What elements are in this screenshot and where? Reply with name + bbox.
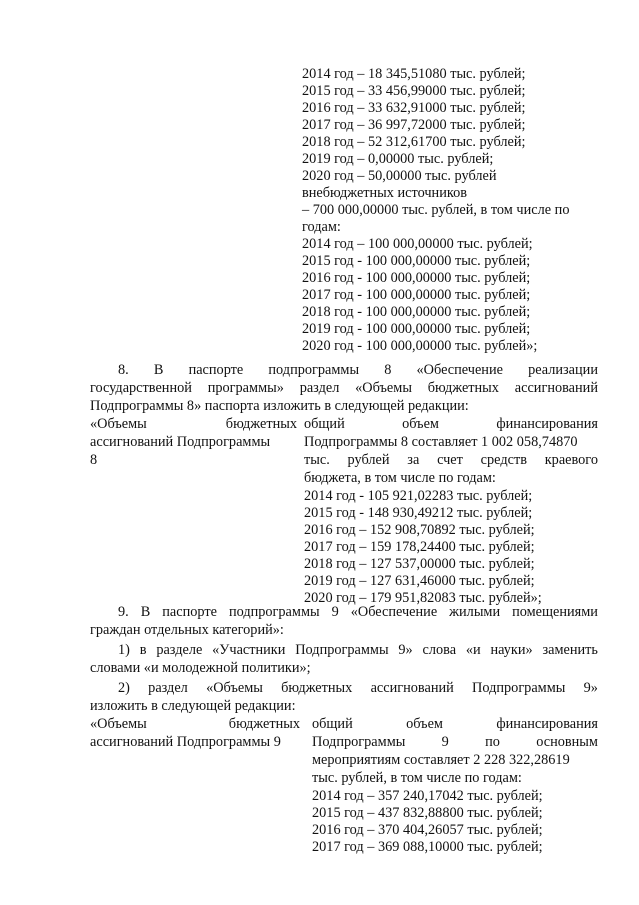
item9-line2: граждан отдельных категорий»: [90, 622, 284, 638]
item9-left-line2: ассигнований Подпрограммы 9 [90, 734, 281, 750]
text-line: 2017 год – 159 178,24400 тыс. рублей; [304, 539, 535, 555]
item8-right-line4: бюджета, в том числе по годам: [304, 470, 496, 486]
text-line: 2016 год – 370 404,26057 тыс. рублей; [312, 822, 543, 838]
item8-line3: Подпрограммы 8» паспорта изложить в следующей редакции: [90, 398, 469, 414]
text-line: внебюджетных источников [302, 185, 467, 201]
text-line: 2015 год - 100 000,00000 тыс. рублей; [302, 253, 531, 269]
text-line: 2014 год – 18 345,51080 тыс. рублей; [302, 66, 526, 82]
text-line: 2020 год – 50,00000 тыс. рублей [302, 168, 497, 184]
item8-left-line2: ассигнований Подпрограммы [90, 434, 271, 450]
item9-right-line1: общий объем финансирования [312, 716, 598, 732]
text-line: 2017 год - 100 000,00000 тыс. рублей; [302, 287, 531, 303]
text-line: 2014 год – 100 000,00000 тыс. рублей; [302, 236, 533, 252]
offbudget-block [302, 185, 598, 355]
text-line: 2019 год - 100 000,00000 тыс. рублей; [302, 321, 531, 337]
text-line: 2018 год – 127 537,00000 тыс. рублей; [304, 556, 535, 572]
text-line: 2016 год – 33 632,91000 тыс. рублей; [302, 100, 526, 116]
item9-years-block [312, 788, 598, 856]
item8-years-block [304, 488, 598, 607]
item9-right-line2: Подпрограммы 9 по основным [312, 734, 598, 750]
item8-right-line3: тыс. рублей за счет средств краевого [304, 452, 598, 468]
text-line: 2015 год – 33 456,99000 тыс. рублей; [302, 83, 526, 99]
text-line: 2016 год – 152 908,70892 тыс. рублей; [304, 522, 535, 538]
text-line: 2018 год - 100 000,00000 тыс. рублей; [302, 304, 531, 320]
item9-sub2-line1: 2) раздел «Объемы бюджетных ассигнований Подпрограммы 9» [118, 680, 598, 696]
item9-left-line1: «Объемы бюджетных [90, 716, 300, 732]
item8-right-line2: Подпрограммы 8 составляет 1 002 058,74870 [304, 434, 578, 450]
item8-left-line3: 8 [90, 452, 98, 468]
text-line: 2017 год – 36 997,72000 тыс. рублей; [302, 117, 526, 133]
text-line: 2019 год – 0,00000 тыс. рублей; [302, 151, 494, 167]
item8-line2: государственной программы» раздел «Объемы бюджетных ассигнований [90, 380, 598, 396]
item8-right-line1: общий объем финансирования [304, 416, 598, 432]
item8-left-line1: «Объемы бюджетных [90, 416, 297, 432]
text-line: 2014 год – 357 240,17042 тыс. рублей; [312, 788, 543, 804]
item9-right-line4: тыс. рублей, в том числе по годам: [312, 770, 522, 786]
text-line: – 700 000,00000 тыс. рублей, в том числе по [302, 202, 570, 218]
text-line: 2020 год – 179 951,82083 тыс. рублей»; [304, 590, 542, 606]
item9-sub2-line2: изложить в следующей редакции: [90, 698, 296, 714]
item9-line1: 9. В паспорте подпрограммы 9 «Обеспечение жилыми помещениями [118, 604, 598, 620]
text-line: 2016 год - 100 000,00000 тыс. рублей; [302, 270, 531, 286]
item9-right-line3: мероприятиям составляет 2 228 322,28619 [312, 752, 570, 768]
text-line: 2019 год – 127 631,46000 тыс. рублей; [304, 573, 535, 589]
text-line: 2017 год – 369 088,10000 тыс. рублей; [312, 839, 543, 855]
text-line: 2015 год - 148 930,49212 тыс. рублей; [304, 505, 533, 521]
item9-sub1-line1: 1) в разделе «Участники Подпрограммы 9» слова «и науки» заменить [118, 642, 598, 658]
text-line: 2014 год - 105 921,02283 тыс. рублей; [304, 488, 533, 504]
text-line: 2020 год - 100 000,00000 тыс. рублей»; [302, 338, 538, 354]
item9-sub1-line2: словами «и молодежной политики»; [90, 660, 311, 676]
text-line: годам: [302, 219, 341, 235]
item8-line1: 8. В паспорте подпрограммы 8 «Обеспечение реализации [118, 362, 598, 378]
budget-years-block [302, 66, 598, 185]
text-line: 2015 год – 437 832,88800 тыс. рублей; [312, 805, 543, 821]
text-line: 2018 год – 52 312,61700 тыс. рублей; [302, 134, 526, 150]
